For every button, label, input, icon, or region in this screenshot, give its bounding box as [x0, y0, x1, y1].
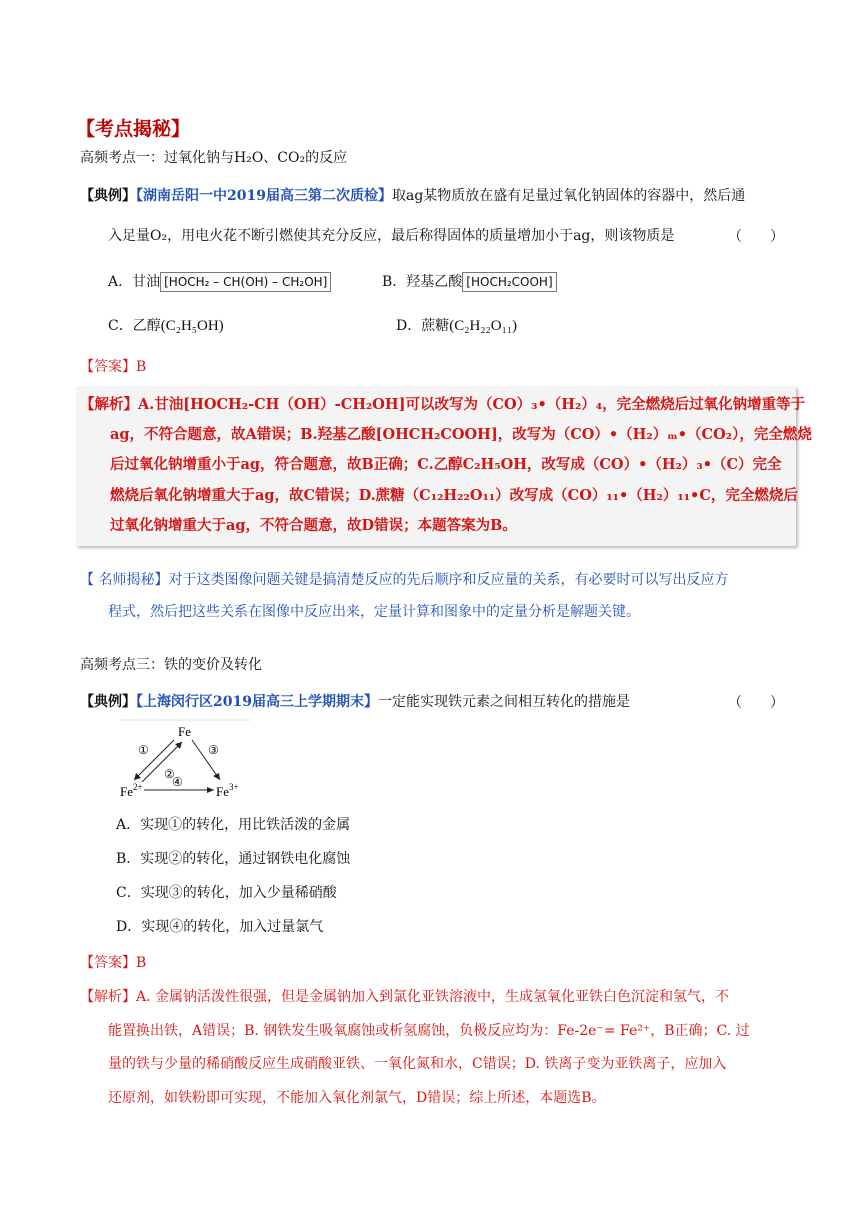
topic3-question	[80, 692, 630, 712]
topic1-explanation-line: 过氧化钠增重大于ag，不符合题意，故D错误；本题答案为B。	[110, 517, 517, 534]
teacher-tip-line: 程式，然后把这些关系在图像中反应出来，定量计算和图象中的定量分析是解题关键。	[108, 604, 640, 620]
option-d-label: D．蔗糖	[396, 318, 450, 334]
teacher-tip-line: 【 名师揭秘】对于这类图像问题关键是搞清楚反应的先后顺序和反应量的关系，有必要时可以写出反应方	[80, 572, 729, 588]
fe2-label: $Fe^{2+}$	[120, 782, 143, 799]
option-d	[396, 316, 517, 336]
label-3: ③	[208, 743, 219, 757]
section-title: 【考点揭秘】	[76, 118, 191, 140]
topic3-option-a: A．实现①的转化，用比铁活泼的金属	[116, 817, 351, 833]
option-c-formula: (C₂H₅OH)	[160, 318, 224, 334]
topic1-heading: 高频考点一：过氧化钠与H₂O、CO₂的反应	[80, 150, 348, 166]
topic1-question-line1	[80, 186, 745, 206]
topic1-explanation-line: 燃烧后氧化钠增重大于ag，故C错误；D.蔗糖（C₁₂H₂₂O₁₁）改写成（CO）₁₁•（H₂）₁₁•C，完全燃烧后	[110, 487, 798, 504]
option-a	[108, 272, 331, 292]
topic3-heading: 高频考点三：铁的变价及转化	[80, 657, 262, 673]
label-1: ①	[138, 743, 149, 757]
label-4: ④	[172, 775, 183, 789]
topic3-option-d: D．实现④的转化，加入过量氯气	[116, 919, 324, 935]
option-c	[108, 316, 224, 336]
question-text: 一定能实现铁元素之间相互转化的措施是	[377, 694, 630, 710]
fe-label: Fe	[178, 724, 191, 739]
topic1-explanation-line: 后过氧化钠增重小于ag，符合题意，故B正确；C.乙醇C₂H₅OH，改写成（CO）•（H₂）₃•（C）完全	[110, 456, 782, 473]
topic3-explanation-line: 还原剂，如铁粉即可实现，不能加入氧化剂氯气，D错误；综上所述，本题选B。	[108, 1090, 606, 1106]
fe3-label: $Fe^{3+}$	[216, 782, 239, 799]
option-c-label: C．乙醇	[108, 318, 161, 334]
option-b-formula: [HOCH₂COOH]	[462, 272, 556, 292]
source-tag: 【湖南岳阳一中2019届高三第二次质检】	[136, 188, 392, 204]
topic3-option-c: C．实现③的转化，加入少量稀硝酸	[116, 885, 337, 901]
topic3-explanation-line: 能置换出铁，A错误；B. 钢铁发生吸氧腐蚀或析氢腐蚀，负极反应均为：Fe-2e⁻= Fe²⁺，B正确；C. 过	[108, 1023, 750, 1039]
answer-paren: （ ）	[728, 229, 784, 245]
topic3-option-b: B．实现②的转化，通过钢铁电化腐蚀	[116, 851, 351, 867]
topic1-explanation-line: 【解析】A.甘油[HOCH₂-CH（OH）-CH₂OH]可以改写为（CO）₃•（H₂）₄，完全燃烧后过氧化钠增重等于	[80, 396, 806, 413]
answer-paren: （ ）	[728, 695, 784, 711]
option-b	[382, 272, 557, 292]
question-text: 取ag某物质放在盛有足量过氧化钠固体的容器中，然后通	[391, 188, 746, 204]
option-a-label: A．甘油	[108, 274, 161, 290]
option-d-formula: (C₂H₂₂O₁₁)	[449, 318, 518, 334]
iron-conversion-diagram	[116, 718, 256, 804]
topic1-question-line2: 入足量O₂，用电火花不断引燃使其充分反应，最后称得固体的质量增加小于ag，则该物质是	[108, 228, 675, 244]
option-a-formula: [HOCH₂ – CH(OH) – CH₂OH]	[160, 272, 331, 292]
example-tag: 【典例】	[80, 694, 136, 710]
topic3-explanation-line: 【解析】A. 金属钠活泼性很强，但是金属钠加入到氯化亚铁溶液中，生成氢氧化亚铁白色沉淀和氢气，不	[80, 989, 730, 1005]
example-tag: 【典例】	[80, 188, 136, 204]
topic1-explanation-line: ag，不符合题意，故A错误；B.羟基乙酸[OHCH₂COOH]，改写为（CO）•（H₂）ₘ•（CO₂），完全燃烧	[110, 426, 812, 443]
option-b-label: B．羟基乙酸	[382, 274, 463, 290]
topic3-explanation-line: 量的铁与少量的稀硝酸反应生成硝酸亚铁、一氧化氮和水，C错误；D. 铁离子变为亚铁离子，应加入	[108, 1056, 727, 1072]
topic3-answer: 【答案】B	[80, 955, 147, 971]
source-tag: 【上海闵行区2019届高三上学期期末】	[136, 694, 378, 710]
label-2: ②	[164, 767, 175, 781]
topic1-answer: 【答案】B	[80, 359, 147, 375]
